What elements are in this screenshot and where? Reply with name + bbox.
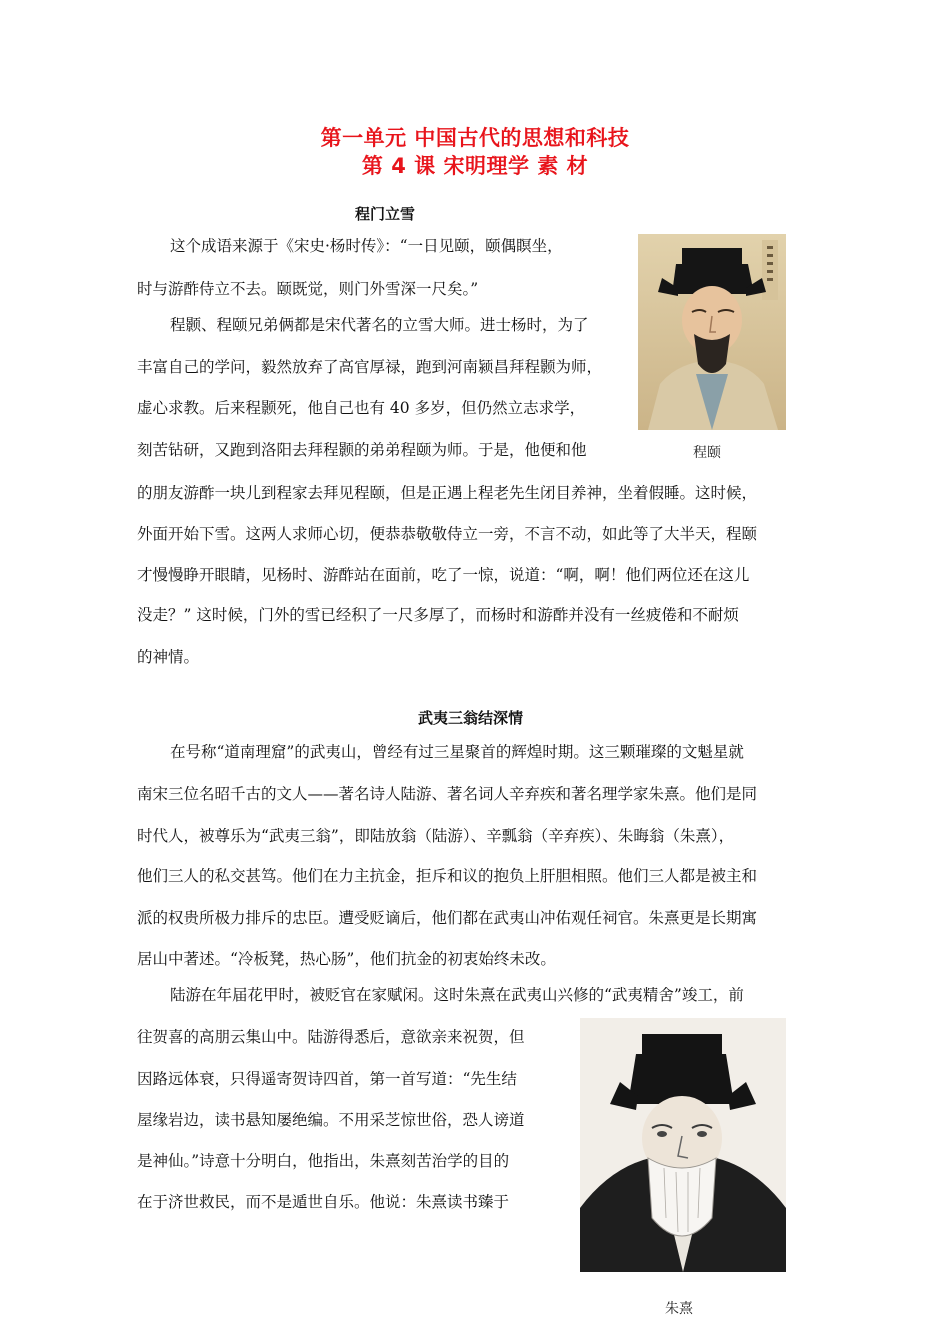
section2-line: 派的权贵所极力排斥的忠臣。遭受贬谪后，他们都在武夷山冲佑观任祠官。朱熹更是长期寓 <box>137 909 758 927</box>
section2-line: 因路远体衰，只得遥寄贺诗四首，第一首写道：“先生结 <box>137 1070 517 1088</box>
section1-heading: 程门立雪 <box>355 205 416 223</box>
section1-line: 才慢慢睁开眼睛，见杨时、游酢站在面前，吃了一惊，说道：“啊，啊！他们两位还在这儿 <box>137 566 750 584</box>
zhu-xi-portrait-image <box>580 1018 786 1272</box>
cheng-yi-caption: 程颐 <box>693 445 721 461</box>
section1-line: 刻苦钻研，又跑到洛阳去拜程颢的弟弟程颐为师。于是，他便和他 <box>137 441 587 459</box>
section1-line: 虚心求教。后来程颢死，他自己也有 40 多岁，但仍然立志求学， <box>137 399 586 417</box>
section1-line: 的神情。 <box>137 648 200 666</box>
section1-line: 程颢、程颐兄弟俩都是宋代著名的立雪大师。进士杨时，为了 <box>170 316 589 334</box>
zhu-xi-caption: 朱熹 <box>665 1301 693 1317</box>
section2-line: 陆游在年届花甲时，被贬官在家赋闲。这时朱熹在武夷山兴修的“武夷精舍”竣工，前 <box>170 986 744 1004</box>
section2-heading: 武夷三翁结深情 <box>418 709 524 727</box>
cheng-yi-portrait-image <box>638 234 786 430</box>
section2-line: 是神仙。”诗意十分明白，他指出，朱熹刻苦治学的目的 <box>137 1152 510 1170</box>
section2-line: 他们三人的私交甚笃。他们在力主抗金，拒斥和议的抱负上肝胆相照。他们三人都是被主和 <box>137 867 758 885</box>
section1-line: 外面开始下雪。这两人求师心切，便恭恭敬敬侍立一旁，不言不动，如此等了大半天，程颐 <box>137 525 758 543</box>
section2-line: 南宋三位名昭千古的文人——著名诗人陆游、著名词人辛弃疾和著名理学家朱熹。他们是同 <box>137 785 758 803</box>
section2-line: 在号称“道南理窟”的武夷山，曾经有过三星聚首的辉煌时期。这三颗璀璨的文魁星就 <box>170 743 744 761</box>
section1-line: 这个成语来源于《宋史·杨时传》：“一日见颐，颐偶瞑坐， <box>170 237 563 255</box>
section1-line: 时与游酢侍立不去。颐既觉，则门外雪深一尺矣。” <box>137 280 479 298</box>
section1-line: 的朋友游酢一块儿到程家去拜见程颐，但是正遇上程老先生闭目养神，坐着假睡。这时候， <box>137 484 758 502</box>
section2-line: 居山中著述。“冷板凳，热心肠”，他们抗金的初衷始终未改。 <box>137 950 556 968</box>
lesson-title: 第 4 课 宋明理学 素 材 <box>361 154 589 178</box>
section1-line: 没走？” 这时候，门外的雪已经积了一尺多厚了，而杨时和游酢并没有一丝疲倦和不耐烦 <box>137 606 739 624</box>
section2-line: 屋缘岩边，读书悬知屡绝编。不用采芝惊世俗，恐人谤道 <box>137 1111 525 1129</box>
unit-title: 第一单元 中国古代的思想和科技 <box>320 126 630 150</box>
section2-line: 时代人，被尊乐为“武夷三翁”，即陆放翁（陆游）、辛瓢翁（辛弃疾）、朱晦翁（朱熹）， <box>137 827 735 845</box>
section2-line: 往贺喜的高朋云集山中。陆游得悉后，意欲亲来祝贺，但 <box>137 1028 525 1046</box>
section1-line: 丰富自己的学问，毅然放弃了高官厚禄，跑到河南颍昌拜程颢为师， <box>137 358 603 376</box>
section2-line: 在于济世救民，而不是遁世自乐。他说：朱熹读书臻于 <box>137 1193 510 1211</box>
